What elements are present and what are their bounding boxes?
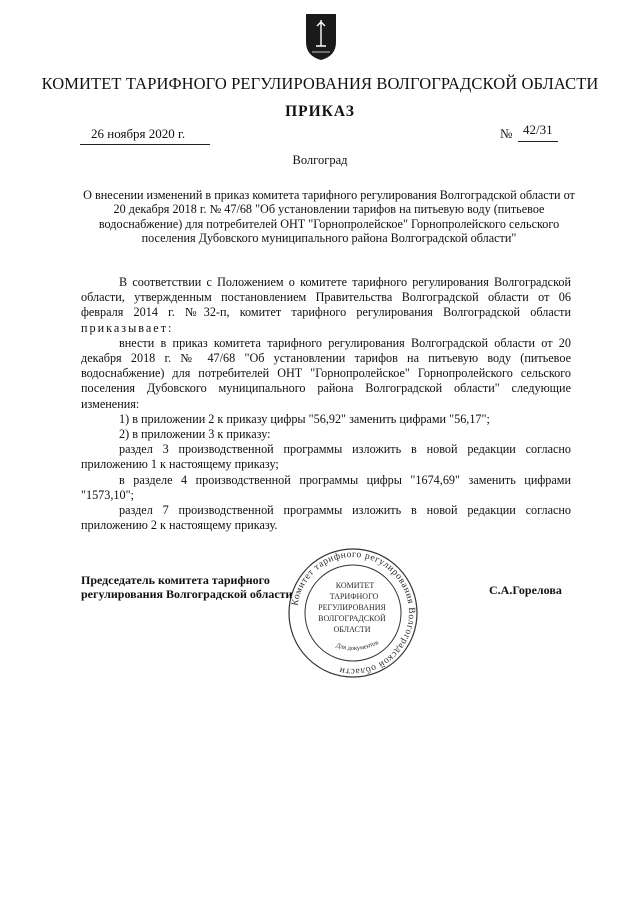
stamp-center-line-4: ВОЛГОГРАДСКОЙ [318,614,386,623]
volgograd-coat-of-arms-icon [304,12,338,62]
order-subject: О внесении изменений в приказ комитета тарифного регулирования Волгоградской области от 20 декабря 2018 г. № 47/68 "Об установлении тарифов на питьевую воду (питьевое водоснабжение) для потребителей ОНТ "Горнопролейское" Горнопролейского сельского поселения Дубовского муниципального района Волгоградской области" [83,188,575,245]
paragraph-2: 1) в приложении 2 к приказу цифры "56,92" заменить цифрами "56,17"; [119,411,490,426]
intro-paragraph [81,275,571,336]
order-body [81,275,571,533]
paragraph-1: внести в приказ комитета тарифного регулирования Волгоградской области от 20 декабря 2018 г. № 47/68 "Об установлении тарифов на питьевую воду (питьевое водоснабжение) для потребителей ОНТ "Горнопролейское" Горнопролейского сельского поселения Дубовского муниципального района Волгоградской области" следующие изменения: [81,335,571,411]
signatory-title [81,573,292,601]
order-date: 26 ноября 2020 г. [91,126,186,141]
signatory-title-line-1: Председатель комитета тарифного [81,573,270,587]
paragraph-3: 2) в приложении 3 к приказу: [119,427,271,442]
date-underline [80,144,210,145]
stamp-center-line-1: КОМИТЕТ [335,581,375,590]
number-sign: № [500,126,513,141]
document-type-title: ПРИКАЗ [285,103,355,120]
paragraph-4: раздел 3 производственной программы изложить в новой редакции согласно приложению 1 к настоящему приказу; [81,442,571,472]
signatory-name: С.А.Горелова [489,583,562,597]
order-number: 42/31 [523,122,553,137]
intro-text: В соответствии с Положением о комитете тарифного регулирования Волгоградской области, утвержденным постановлением Правительства Волгоградской области от 06 февраля 2014 г. №32-п, комитет тарифного регулирования Волгоградской области [81,275,571,320]
orders-word: приказывает: [81,320,174,335]
stamp-center-line-5: ОБЛАСТИ [333,625,371,634]
number-underline [518,141,558,142]
signatory-title-line-2: регулирования Волгоградской области [81,587,293,601]
stamp-ring-text: Комитет тарифного регулирования Волгоградской области [290,549,417,677]
paragraph-6: раздел 7 производственной программы изложить в новой редакции согласно приложению 2 к настоящему приказу. [81,503,571,533]
city-name: Волгоград [292,153,348,167]
stamp-bottom-text: Для документов [334,639,380,653]
stamp-center-line-2: ТАРИФНОГО [329,592,379,601]
committee-title: КОМИТЕТ ТАРИФНОГО РЕГУЛИРОВАНИЯ ВОЛГОГРАДСКОЙ ОБЛАСТИ [41,74,599,93]
stamp-center-line-3: РЕГУЛИРОВАНИЯ [318,603,386,612]
official-stamp [286,546,420,680]
paragraph-5: в разделе 4 производственной программы цифры "1674,69" заменить цифрами "1573,10"; [81,472,571,502]
